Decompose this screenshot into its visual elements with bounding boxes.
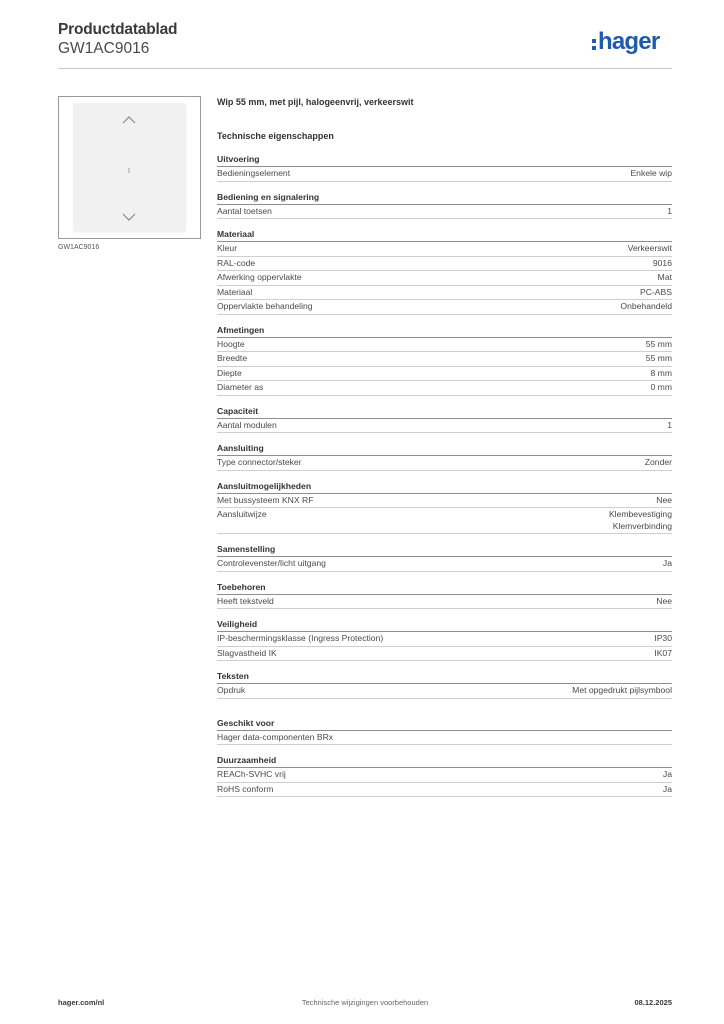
spec-row: [217, 257, 672, 272]
spec-value-line: 1: [667, 419, 672, 430]
spec-key: Kleur: [217, 243, 238, 253]
image-caption: GW1AC9016: [58, 244, 100, 251]
footer-disclaimer: Technische wijzigingen voorbehouden: [301, 998, 429, 1007]
section-title: Afmetingen: [217, 323, 672, 338]
spec-key: Heeft tekstveld: [217, 595, 274, 606]
spec-key: RAL-code: [217, 257, 256, 268]
footer-website: hager.com/nl: [58, 998, 105, 1007]
spec-row: [217, 632, 672, 647]
spec-section: [217, 479, 672, 535]
spec-section: [217, 404, 672, 434]
spec-row: [217, 367, 672, 382]
spec-value: [663, 768, 672, 782]
spec-row: [217, 557, 672, 572]
spec-key: Diepte: [217, 367, 242, 378]
spec-key: Hager data-componenten BRx: [217, 731, 334, 742]
logo-dots-icon: [592, 39, 596, 50]
spec-value: [646, 352, 672, 366]
spec-section: [217, 190, 672, 220]
spec-row: [217, 647, 672, 662]
spec-value-line: PC-ABS: [640, 286, 672, 297]
spec-key: Afwerking oppervlakte: [217, 272, 302, 282]
section-title: Duurzaamheid: [217, 753, 672, 768]
spec-row: [217, 684, 672, 699]
spec-value-line: 1: [667, 205, 672, 216]
logo-text: hager: [598, 28, 660, 55]
spec-row: [217, 731, 672, 746]
spec-value-line: 0 mm: [650, 382, 672, 392]
spec-value: [620, 300, 672, 314]
header-divider: [58, 68, 672, 69]
spec-value: [656, 595, 672, 609]
spec-value: [645, 456, 672, 470]
spec-value-line: Zonder: [644, 457, 672, 467]
spec-value: [663, 783, 672, 797]
spec-row: [217, 456, 672, 471]
spec-value: [651, 367, 672, 381]
spec-key: RoHS conform: [217, 783, 274, 794]
spec-section: [217, 227, 672, 315]
spec-row: [217, 205, 672, 220]
page-title: Productdatablad: [58, 21, 178, 38]
section-title: Teksten: [217, 669, 672, 684]
spec-value-line: Onbehandeld: [620, 301, 672, 311]
spec-value: [646, 338, 672, 352]
led-indicator-icon: [128, 168, 130, 173]
spec-row: [217, 242, 672, 257]
spec-value-line: Ja: [662, 558, 672, 568]
section-title: Uitvoering: [217, 152, 672, 167]
spec-value: [667, 205, 672, 219]
spec-section: [217, 617, 672, 661]
spec-value-line: IP30: [654, 633, 672, 643]
spec-row: [217, 300, 672, 315]
spec-row: [217, 494, 672, 509]
product-title: Wip 55 mm, met pijl, halogeenvrij, verkeerswit: [217, 97, 414, 107]
section-title: Aansluitmogelijkheden: [217, 479, 672, 494]
footer-date: 08.12.2025: [634, 998, 672, 1007]
section-title: Toebehoren: [217, 580, 672, 595]
spec-value-line: 9016: [652, 257, 672, 268]
spec-section: [217, 323, 672, 396]
spec-section: [217, 669, 672, 699]
spec-value-line: 55 mm: [645, 353, 672, 363]
spec-value: [667, 419, 672, 433]
spec-row: [217, 338, 672, 353]
spec-key: Aantal toetsen: [217, 205, 272, 216]
spec-section: [217, 753, 672, 797]
spec-value: [658, 271, 672, 285]
spec-value-line: Klembevestiging: [608, 509, 672, 519]
spec-row: [217, 768, 672, 783]
spec-key: Controlevenster/licht uitgang: [217, 558, 326, 568]
spec-value: [651, 381, 672, 395]
spec-value-line: IK07: [654, 647, 672, 658]
spec-value: [653, 257, 672, 271]
spec-value: [663, 557, 672, 571]
spec-key: REACh-SVHC vrij: [217, 769, 286, 779]
section-title: Veiligheid: [217, 617, 672, 632]
spec-value: [654, 647, 672, 661]
spec-section: [217, 152, 672, 182]
spec-value-line: Mat: [657, 272, 672, 282]
spec-value-line: 8 mm: [650, 367, 672, 378]
spec-value: [628, 242, 672, 256]
spec-value-line: Enkele wip: [630, 168, 672, 178]
spec-row: [217, 167, 672, 182]
spec-key: Met bussysteem KNX RF: [217, 494, 314, 505]
hager-logo: [592, 27, 659, 57]
spec-key: Hoogte: [217, 338, 245, 349]
spec-row: [217, 419, 672, 434]
spec-sections: [217, 152, 672, 797]
product-image: [58, 96, 201, 239]
spec-key: Diameter as: [217, 382, 264, 392]
spec-key: IP-beschermingsklasse (Ingress Protection): [217, 633, 384, 643]
spec-value: [654, 632, 672, 646]
spec-key: Aansluitwijze: [217, 509, 267, 519]
spec-key: Aantal modulen: [217, 419, 277, 430]
spec-row: [217, 381, 672, 396]
spec-row: [217, 595, 672, 610]
tech-heading: Technische eigenschappen: [217, 131, 334, 141]
section-title: Samenstelling: [217, 542, 672, 557]
chevron-up-icon: [123, 117, 135, 123]
spec-value-line: Ja: [662, 769, 672, 779]
spec-section: [217, 441, 672, 471]
section-title: Geschikt voor: [217, 716, 672, 731]
spec-value: [572, 684, 672, 698]
spec-row: [217, 352, 672, 367]
section-title: Materiaal: [217, 227, 672, 242]
section-title: Bediening en signalering: [217, 190, 672, 205]
spec-key: Slagvastheid IK: [217, 647, 277, 658]
spec-value: [630, 167, 672, 181]
product-code: GW1AC9016: [58, 40, 150, 57]
spec-value-line: Nee: [656, 595, 672, 606]
spec-value-line: Verkeerswit: [627, 243, 672, 253]
spec-key: Materiaal: [217, 286, 253, 297]
spec-key: Oppervlakte behandeling: [217, 301, 313, 311]
section-title: Capaciteit: [217, 404, 672, 419]
section-title: Aansluiting: [217, 441, 672, 456]
spec-content: [217, 95, 672, 805]
spec-section: [217, 542, 672, 572]
spec-row: [217, 508, 672, 534]
spec-row: [217, 271, 672, 286]
spec-value: [640, 286, 672, 300]
spec-key: Opdruk: [217, 685, 246, 695]
spec-value-line: Klemverbinding: [612, 521, 672, 531]
spec-value: [656, 494, 672, 508]
spec-value-line: Met opgedrukt pijlsymbool: [572, 685, 672, 695]
spec-key: Type connector/steker: [217, 457, 302, 467]
spec-value-line: 55 mm: [645, 338, 672, 349]
spec-key: Bedieningselement: [217, 168, 291, 178]
spec-section: [217, 716, 672, 746]
spec-value: [609, 508, 672, 532]
rocker-switch-illustration: [73, 103, 185, 231]
spec-row: [217, 783, 672, 798]
spec-row: [217, 286, 672, 301]
chevron-down-icon: [123, 214, 135, 220]
spec-section: [217, 580, 672, 610]
spec-value-line: Ja: [662, 783, 672, 794]
spec-key: Breedte: [217, 353, 248, 363]
spec-value-line: Nee: [656, 494, 672, 505]
